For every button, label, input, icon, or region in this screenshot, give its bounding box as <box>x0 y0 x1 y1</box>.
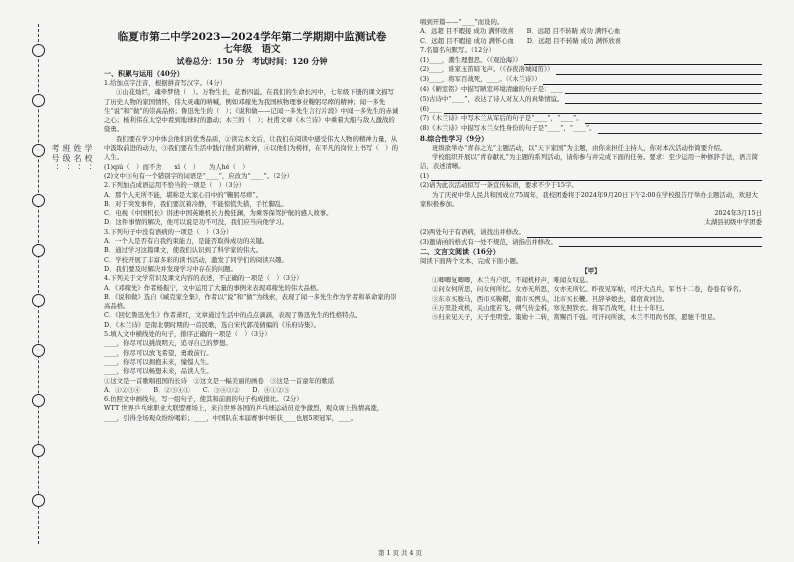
binding-field-number: 考号： <box>51 144 60 174</box>
exam-subtitle: 七年级 语文 <box>223 44 281 55</box>
answer-line-label: (1) <box>420 171 430 180</box>
binding-ring-icon <box>32 194 45 207</box>
question-text: C．远超 目不暇接 成功 满怀心血 D．远超 目不转睛 成功 满怀欣喜 <box>420 36 622 45</box>
answer-blank[interactable] <box>565 86 762 94</box>
answer-line[interactable] <box>420 55 762 65</box>
answer-line-label: (4)《陋室铭》中描写陋室环境清幽的句子是：____ <box>420 85 564 94</box>
answer-blank[interactable] <box>598 126 763 134</box>
question-text: WTT 世界乒乓球职业大联盟赛场上，来自世界各国的乒乓球运动员竞争激烈，观众席上热情高涨，____，引得全场观众纷纷喝彩；____，中国队在本届赛事中斩获____也展5项冠军，____。 <box>104 404 384 422</box>
question-text: C．《回忆鲁迅先生》作者萧红，文章通过生活中的点点滴滴，表现了鲁迅先生的性格特点。 <box>104 311 362 320</box>
answer-line[interactable] <box>420 238 762 248</box>
binding-ring-icon <box>32 44 45 57</box>
answer-line-label: (2)____，谁家玉笛暗飞声。（《春夜洛城闻笛》） <box>420 65 554 74</box>
section-heading: 二、文言文阅读（16分） <box>420 247 500 257</box>
answer-line[interactable] <box>420 124 762 134</box>
question-text: ①唧唧复唧唧，木兰当户织。不闻机杼声，唯闻女叹息。 <box>432 275 592 284</box>
question-text: A．一个人是否有自我约束能力，是能否取得成功的关键。 <box>104 237 269 246</box>
question-text: ①山花灿烂，魂牵梦绕（ ）。万物生长，花香四溢。在我们的生命长河中，七年级下册的课文描写了历史人物的家国情怀，伟大灵魂的呐喊，例如邓稼先为我国核物理事业鞠躬尽瘁的精神；闻一多先生“说”和“做”的崇高品格；鲁迅先生的（ ）；《说和做——记闻一多先生言行片段》中闻一多先生的赤诚之心；杨利伟在太空中看到地球时的激动；木兰的（ ）；杜甫文章《木兰诗》中乘着大船与敌人激战的骁勇。 <box>104 88 399 134</box>
question-text: 5.填入文中横线处的句子，排序正确的一项是（ ）（3分） <box>104 330 271 339</box>
answer-line[interactable] <box>420 85 762 95</box>
binding-field-school: 学校： <box>84 144 93 174</box>
answer-line-label: (8)《木兰诗》中描写木兰女性身份的句子是“____”，“____”。 <box>420 124 596 133</box>
question-text: ①这文是一首歌唱祖国的长诗 ②这文是一幅美丽的画卷 ③这是一首童年的歌谣 <box>104 376 335 385</box>
answer-line[interactable] <box>420 114 762 124</box>
question-text: ____，你尽可以畅想未来，品读人生。 <box>104 367 213 376</box>
question-text: A．那个人无所不能，堪称是大家心目中的“鞠躬尽瘁”。 <box>104 190 263 199</box>
question-text: ④万里赴戎机，关山度若飞。朔气传金柝，寒光照铁衣。将军百战死，壮士十年归。 <box>432 303 669 312</box>
left-column <box>104 31 400 423</box>
answer-line-label: (6)____ <box>420 104 442 113</box>
question-text: ____，你尽可以挑战明天，追寻自己的梦想。 <box>104 339 232 348</box>
question-text: 4.下列关于文学常识及课文内容的表述，不正确的一项是（ ）（3分） <box>104 274 303 283</box>
section-heading: 8.综合性学习（9分） <box>420 133 489 143</box>
question-text: 2024年3月15日 <box>714 209 762 218</box>
answer-line-label: (1)____，潮生理想思。（《观沧海》） <box>420 55 522 64</box>
question-text: ____，你尽可以拥抱未来，憧憬人生。 <box>104 357 213 366</box>
binding-ring-icon <box>32 444 45 457</box>
question-text: (2)请为此次活动拟写一条宣传标语，要求不少于15字。 <box>420 181 578 190</box>
question-text: B．对于突发事件，我们要沉着冷静，不能惊慌失措，手忙脚乱。 <box>104 199 288 208</box>
binding-ring-icon <box>32 344 45 357</box>
question-text: 【甲】 <box>581 266 601 275</box>
binding-ring-icon <box>32 494 45 507</box>
answer-line[interactable] <box>420 94 762 104</box>
answer-blank[interactable] <box>565 96 762 104</box>
question-text: 3.下列句子中没有语病的一项是（ ）（3分） <box>104 227 233 236</box>
binding-field-name: 姓名： <box>73 144 82 174</box>
answer-blank[interactable] <box>527 230 762 238</box>
question-text: 唱到开篇——“____”而设的。 <box>420 18 504 26</box>
answer-line[interactable] <box>420 104 762 114</box>
question-text: ②问女何所思，问女何所忆。女亦无所思，女亦无所忆。昨夜见军帖，可汗大点兵，军书十二卷，卷卷有爷名。 <box>432 285 746 294</box>
question-text: A．《邓稼先》作者杨振宁，文中运用了大量的事例来表现邓稼先的伟大品格。 <box>104 283 323 292</box>
right-question-list <box>420 18 762 322</box>
answer-blank[interactable] <box>559 239 762 247</box>
section-heading: 一、积累与运用（40分） <box>104 69 184 78</box>
binding-margin <box>18 24 93 544</box>
question-text: 7.名篇名句默写。（12分） <box>420 45 495 54</box>
answer-line-label: (3)____，将军百战死，____。（《木兰诗》） <box>420 75 541 84</box>
answer-line-label: (7)《木兰诗》中写木兰从军后的句子是“____”，“____”。 <box>420 114 583 123</box>
question-text: (1)qiú（ ）而不舍 xì（ ） 为人hé（ ） <box>104 162 249 171</box>
answer-line[interactable] <box>420 65 762 75</box>
question-text: D．《木兰诗》是南北朝时期的一首民歌，选自宋代郭茂倩编的《乐府诗集》。 <box>104 320 321 329</box>
question-text: 1.给加点字注音，根据拼音写汉字。（4分） <box>104 79 226 87</box>
answer-line[interactable] <box>420 75 762 85</box>
binding-ring-icon <box>32 294 45 307</box>
binding-ring-icon <box>32 244 45 257</box>
answer-line[interactable] <box>420 228 762 238</box>
question-text: 班级欲举办“青春之光”主题活动，以“天下家国”为主题，由你来担任主持人，你对本次活动作简要介绍。 <box>432 143 727 152</box>
question-text: 阅读下面两个文本，完成下面小题。 <box>420 257 523 266</box>
question-text: A．①②③④ B．②③④① C．③④①② D．④①②③ <box>104 385 290 394</box>
right-column <box>420 18 762 322</box>
question-text: 我们要在学习中体会他们的优秀品质，②读完本文后，让我们在阅读中感受伟大人物的精神力量，从中汲取前进的动力，③我们要在生活中践行他们的精神，④以他们为榜样，在平凡的岗位上书写（ ）的人生。 <box>104 134 398 162</box>
question-text: (2)文中③句有一个错别字的词语是“____”，应改为“____”。（2分） <box>104 171 294 180</box>
question-text: 为了庆祝中华人民共和国成立75周年，我校团委将于2024年9月20日下午2:00在学校报告厅举办主题活动，欢迎大家积极参加。 <box>420 190 758 208</box>
question-text: ____，你尽可以放飞希望，勇敢前行。 <box>104 348 213 357</box>
exam-title: 临夏市第二中学2023—2024学年第二学期期中监测试卷 <box>117 31 387 43</box>
question-text: ③东市买骏马，西市买鞍鞯，南市买辔头，北市买长鞭。旦辞爷娘去，暮宿黄河边。 <box>432 294 669 303</box>
question-text: 6.仿照文中画线句，写一组句子，使其和前面的句子构成排比。（2分） <box>104 395 303 404</box>
question-text: A．远超 目不暇接 成功 满怀欣喜 B．远超 目不转睛 成功 满怀心血 <box>420 27 621 36</box>
question-text: D．我们要及时解决并发现学习中存在的问题。 <box>104 264 237 273</box>
answer-line-label: (2)两处句子有语病，请找出并修改。 <box>420 228 525 237</box>
answer-line[interactable] <box>420 171 762 181</box>
page-number: 第 1 页 共 4 页 <box>378 549 422 557</box>
binding-ring-icon <box>32 94 45 107</box>
answer-blank[interactable] <box>543 77 762 85</box>
binding-fields <box>50 114 94 204</box>
exam-score-line: 试卷总分：150 分 考试时间：120 分钟 <box>176 56 328 66</box>
question-text: ⑤归来见天子，天子坐明堂。策勋十二转，赏赐百千强。可汗问所欲，木兰不用尚书郎，愿驰千里足。 <box>432 313 720 322</box>
answer-line-label: (3)邀请函的格式有一处不规范，请指出并修改。 <box>420 238 557 247</box>
answer-blank[interactable] <box>556 67 762 75</box>
question-text: D．这件事情的解决，他可以说是功不可没，我们应当向他学习。 <box>104 218 289 227</box>
left-question-list <box>104 69 400 423</box>
question-text: 学校组织开展以“青春献礼”为主题的系列活动，请你参与并完成下面的任务。要求：至少运用一种修辞手法，语言简洁，表述清晰。 <box>420 152 759 171</box>
question-text: 太湖县初级中学团委 <box>704 218 762 227</box>
binding-field-class: 班级： <box>62 144 71 174</box>
binding-ring-icon <box>32 144 45 157</box>
answer-blank[interactable] <box>585 116 762 124</box>
answer-line-label: (5)古诗中“____”，表达了诗人对友人的真挚情谊。 <box>420 94 564 103</box>
question-text: C．电视《中国机长》讲述中国英雄机长力挽狂澜，为乘客保驾护航的感人故事。 <box>104 209 333 218</box>
question-text: C．学校开展了丰富多彩的读书活动，激发了同学们的阅读兴趣。 <box>104 255 288 264</box>
answer-blank[interactable] <box>524 57 762 65</box>
question-text: 2.下列加点成语运用不恰当的一项是（ ）（3分） <box>104 181 246 190</box>
question-text: B．通过学习这篇课文，使我们认识到了科学家的伟大。 <box>104 246 263 255</box>
question-text: B．《说和做》选自《臧克家全集》，作者以“说”和“做”为线索，表现了闻一多先生作为学者和革命家的崇高品格。 <box>104 292 397 311</box>
answer-blank[interactable] <box>444 106 762 114</box>
binding-ring-icon <box>32 394 45 407</box>
